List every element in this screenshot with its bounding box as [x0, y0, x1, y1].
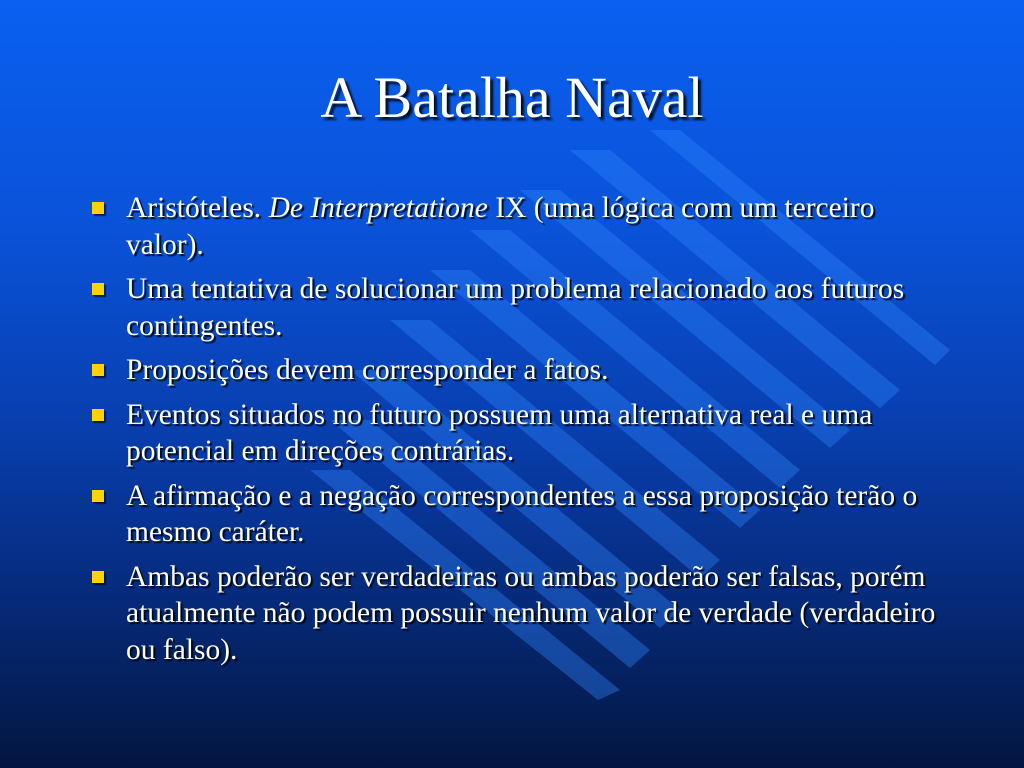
bullet-text-pre: Aristóteles.	[126, 192, 269, 224]
square-bullet-icon	[92, 490, 104, 502]
square-bullet-icon	[92, 202, 104, 214]
bullet-text: A afirmação e a negação correspondentes a essa proposição terão o mesmo caráter.	[126, 479, 918, 548]
slide-title: A Batalha Naval	[320, 65, 704, 130]
bullet-text: Eventos situados no futuro possuem uma alternativa real e uma potencial em direções contrárias.	[126, 398, 873, 467]
square-bullet-icon	[92, 409, 104, 421]
bullet-text-italic: De Interpretatione	[268, 192, 488, 224]
bullet-item	[88, 397, 938, 470]
bullet-text: Ambas poderão ser verdadeiras ou ambas poderão ser falsas, porém atualmente não podem possuir nenhum valor de verdade (verdadeiro ou falso).	[126, 560, 936, 666]
bullet-item	[88, 559, 938, 669]
bullet-item	[88, 190, 938, 263]
square-bullet-icon	[92, 571, 104, 583]
bullet-item	[88, 352, 938, 389]
square-bullet-icon	[92, 364, 104, 376]
bullet-item	[88, 478, 938, 551]
bullet-item	[88, 271, 938, 344]
bullet-text: Proposições devem corresponder a fatos.	[126, 354, 609, 386]
bullet-text-post: IX (uma lógica com um terceiro valor).	[126, 192, 875, 261]
bullet-list	[88, 190, 938, 676]
bullet-text: Uma tentativa de solucionar um problema relacionado aos futuros contingentes.	[126, 273, 905, 342]
square-bullet-icon	[92, 283, 104, 295]
